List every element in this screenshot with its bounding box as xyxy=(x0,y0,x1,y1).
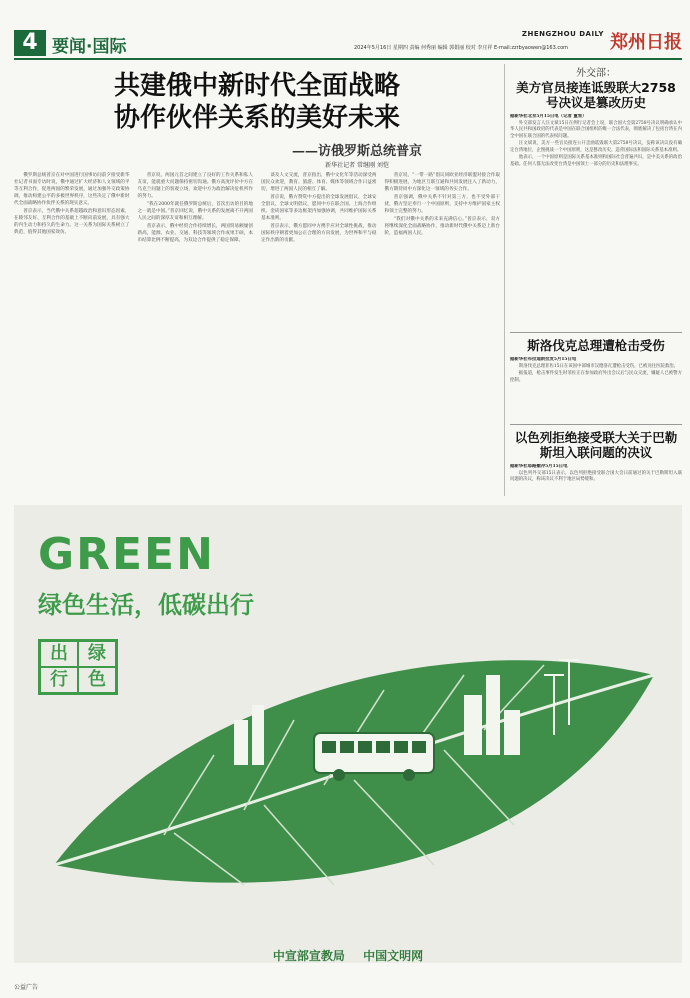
story-lead: 据新华社耶路撒冷5月15日电 xyxy=(510,464,568,469)
lead-paragraph: 普京说，两国元首之间建立了良好的工作关系和私人友谊，能就重大问题保持密切沟通。俄方高度评价中方在乌克兰问题上的客观立场，欢迎中方为政治解决危机所作的努力。 xyxy=(137,173,253,199)
story-israel xyxy=(510,430,682,496)
news-sidebar xyxy=(510,64,682,496)
story-paragraph: 汪文斌说，美方一些官员接连公开歪曲诋毁联大第2758号决议，妄称该决议没有确定台湾地位，企图挑战一个中国原则，这是篡改历史、违背国际法和国际关系基本准则。 xyxy=(510,141,682,153)
dateline: 2024年5月16日 星期四 责编 何秀丽 编辑 郭娟丽 校对 李庄祥 E-mail:zzrbyaowen@163.com xyxy=(354,45,569,51)
story-kicker: 外交部： xyxy=(576,68,616,79)
story-body xyxy=(510,114,682,326)
lead-headline-line2: 协作伙伴关系的美好未来 xyxy=(113,103,400,133)
lead-paragraph: “我们对俄中关系的未来充满信心。”普京表示，双方将继续深化全面战略协作，推动新时代俄中关系迈上新台阶，造福两国人民。 xyxy=(384,217,500,236)
header-rule xyxy=(14,58,682,60)
story-paragraph: 斯洛伐克总理菲佐15日在该国中部城市汉德洛瓦遭枪击受伤，已被送往医院救治。 xyxy=(518,363,679,369)
lead-byline: 新华社记者 常继刚 刘恺 xyxy=(325,162,389,169)
public-service-ad xyxy=(14,505,682,963)
lead-headline-line1: 共建俄中新时代全面战略 xyxy=(113,71,400,101)
story-paragraph: 据报道，枪击事件发生时菲佐正在参加政府外出会议后与民众交流，嫌疑人已被警方控制。 xyxy=(510,371,682,383)
lead-paragraph: 谈及人文交流，普京指出，俄中文化年等活动深受两国民众欢迎，教育、旅游、体育、媒体等领域合作日益密切，增进了两国人民的相互了解。 xyxy=(261,173,377,192)
page-header xyxy=(14,30,682,56)
lead-paragraph: 俄罗斯总统普京在对中国进行国事访问前夕接受新华社记者书面专访时说，俄中通过扩大经济和人文领域的平等互利合作，促进两国的繁荣发展，通过加强外交政策协调，推动构建公平的多极世界秩序，这些决定了俄中新时代全面战略协作伙伴关系的现实意义。 xyxy=(14,173,130,206)
lead-paragraph: 普京强调，俄中关系不针对第三方，也不受外部干扰，俄方坚定奉行一个中国原则，支持中方维护国家主权和领土完整的努力。 xyxy=(384,195,500,214)
section-title: 要闻·国际 xyxy=(52,37,127,57)
lead-headline xyxy=(14,70,500,134)
seal-char: 行 xyxy=(40,667,78,693)
seal-char: 色 xyxy=(78,667,116,693)
story-headline: 斯洛伐克总理遭枪击受伤 xyxy=(527,338,665,353)
story-lead: 据新华社布拉迪斯拉发5月15日电 xyxy=(510,357,577,362)
paper-name-en: ZHENGZHOU DAILY xyxy=(521,30,604,38)
column-divider xyxy=(504,64,505,496)
story-body xyxy=(510,464,682,494)
ad-slogan: 绿色生活，低碳出行 xyxy=(38,591,254,619)
lead-paragraph: 普京表示，当代俄中关系超越政治和意识形态因素，在睦邻友好、互利合作的基础上不断向前发展，具有强大的内生动力和持久的生命力。这一关系为国际关系树立了典范，值得其他国家效仿。 xyxy=(14,209,130,235)
lead-paragraph: 普京说，俄方赞赏中方提出的全球发展倡议、全球安全倡议、全球文明倡议，愿同中方在联合国、上海合作组织、金砖国家等多边框架内加强协调，共同维护国际关系基本准则。 xyxy=(261,195,377,221)
footer-label: 公益广告 xyxy=(14,984,39,991)
lead-paragraph: 普京表示，俄方愿同中方携手应对全球性挑战，推动国际秩序朝着更加公正合理的方向发展，为世界和平与稳定作出新的贡献。 xyxy=(261,224,377,243)
ad-seal xyxy=(38,639,118,695)
seal-char: 出 xyxy=(40,641,78,667)
lead-article xyxy=(14,64,500,496)
story-headline: 以色列拒绝接受联大关于巴勒斯坦入联问题的决议 xyxy=(514,430,678,460)
story-lead: 据新华社北京5月15日电（记者 董雪） xyxy=(510,114,587,119)
story-paragraph: 外交部发言人汪文斌15日在例行记者会上说，联合国大会第2758号决议明确承认中华人民共和国政府的代表是中国在联合国组织的唯一合法代表，彻底解决了包括台湾在内全中国在联合国的代表权问题。 xyxy=(510,120,682,139)
story-un-2758 xyxy=(510,64,682,326)
page-number: 4 xyxy=(14,30,46,56)
story-divider xyxy=(510,424,682,425)
paper-logo: 郑州日报 xyxy=(610,32,682,53)
ad-headline: GREEN xyxy=(38,529,215,580)
ad-credit: 中宣部宣教局 中国文明网 xyxy=(272,949,424,963)
seal-char: 绿 xyxy=(78,641,116,667)
lead-body xyxy=(14,172,500,494)
lead-subtitle: ——访俄罗斯总统普京 xyxy=(291,144,422,159)
lead-paragraph: 普京表示，俄中经贸合作持续增长，两国贸易额屡创新高，能源、农业、交通、科技等领域合作成果丰硕，本币结算比例不断提高，为双边合作提供了稳定保障。 xyxy=(137,224,253,243)
story-divider xyxy=(510,332,682,333)
story-paragraph: 以色列外交部15日表示，以色列拒绝接受联合国大会日前通过的关于巴勒斯坦入联问题的决议，称该决议不利于地区局势缓和。 xyxy=(510,470,682,482)
story-headline: 美方官员接连诋毁联大2758号决议是篡改历史 xyxy=(516,80,676,110)
story-paragraph: 他表示，一个中国原则是国际关系基本准则和国际社会普遍共识，是中美关系的政治基础。任何人都无法改变台湾是中国领土一部分的历史和法理事实。 xyxy=(510,155,682,167)
lead-paragraph: 普京说，“一带一路”倡议同欧亚经济联盟对接合作取得积极进展，为地区互联互通和共同发展注入了新动力，俄方期待同中方深化这一领域的务实合作。 xyxy=(384,173,500,192)
story-body xyxy=(510,357,682,413)
lead-paragraph: “我在2000年就任俄罗斯总统后，首次出访的目的地之一就是中国。”普京回忆说，俄中关系的发展离不开两国人民之间的深厚友谊和相互理解。 xyxy=(137,202,253,221)
story-slovakia xyxy=(510,338,682,418)
